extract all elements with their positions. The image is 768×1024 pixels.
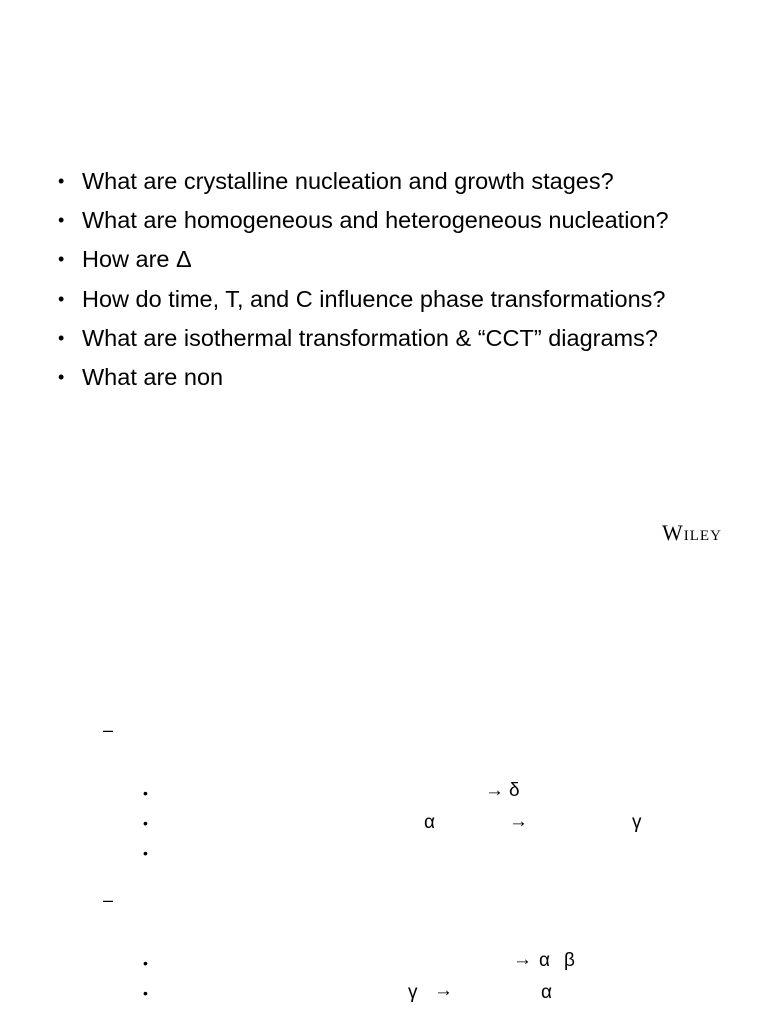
arrow-symbol: → <box>434 980 453 1001</box>
bullet: • <box>58 327 65 348</box>
dash-marker: – <box>103 890 114 910</box>
list-item <box>58 240 669 279</box>
sub-bullet: • <box>143 785 148 801</box>
list-item <box>58 280 669 319</box>
question-text: What are homogeneous and heterogeneous nucleation? <box>82 207 669 234</box>
question-text: What are isothermal transformation & “CCT” diagrams? <box>82 324 658 351</box>
slide-2 <box>0 512 768 1024</box>
arrow-symbol: → <box>509 811 528 832</box>
delta-symbol: δ <box>509 780 520 801</box>
alpha-symbol: α <box>424 812 435 833</box>
gamma-symbol: γ <box>408 982 418 1003</box>
list-item <box>58 319 669 358</box>
question-text: How do time, T, and C influence phase transformations? <box>82 285 666 312</box>
question-text: What are non <box>82 364 224 391</box>
bullet: • <box>58 288 65 309</box>
question-list <box>58 162 669 397</box>
list-item <box>58 358 669 397</box>
bullet: • <box>58 210 65 231</box>
bullet: • <box>58 367 65 388</box>
gamma-symbol: γ <box>632 812 642 833</box>
sub-bullet: • <box>143 815 148 831</box>
arrow-symbol: → <box>513 949 532 970</box>
arrow-symbol: → <box>485 780 504 801</box>
list-item <box>58 201 669 240</box>
sub-bullet: • <box>143 955 148 971</box>
bullet: • <box>58 249 65 270</box>
sub-bullet: • <box>143 845 148 861</box>
bullet: • <box>58 171 65 191</box>
alpha-symbol: α <box>541 982 552 1003</box>
question-text: What are crystalline nucleation and growth stages? <box>82 168 614 194</box>
beta-symbol: β <box>564 950 575 971</box>
list-item <box>58 162 669 201</box>
alpha-symbol: α <box>539 950 550 971</box>
dash-marker: – <box>103 720 114 740</box>
sub-bullet: • <box>143 985 148 1001</box>
wiley-logo: Wiley <box>662 520 722 545</box>
question-text: How are Δ <box>82 246 192 273</box>
